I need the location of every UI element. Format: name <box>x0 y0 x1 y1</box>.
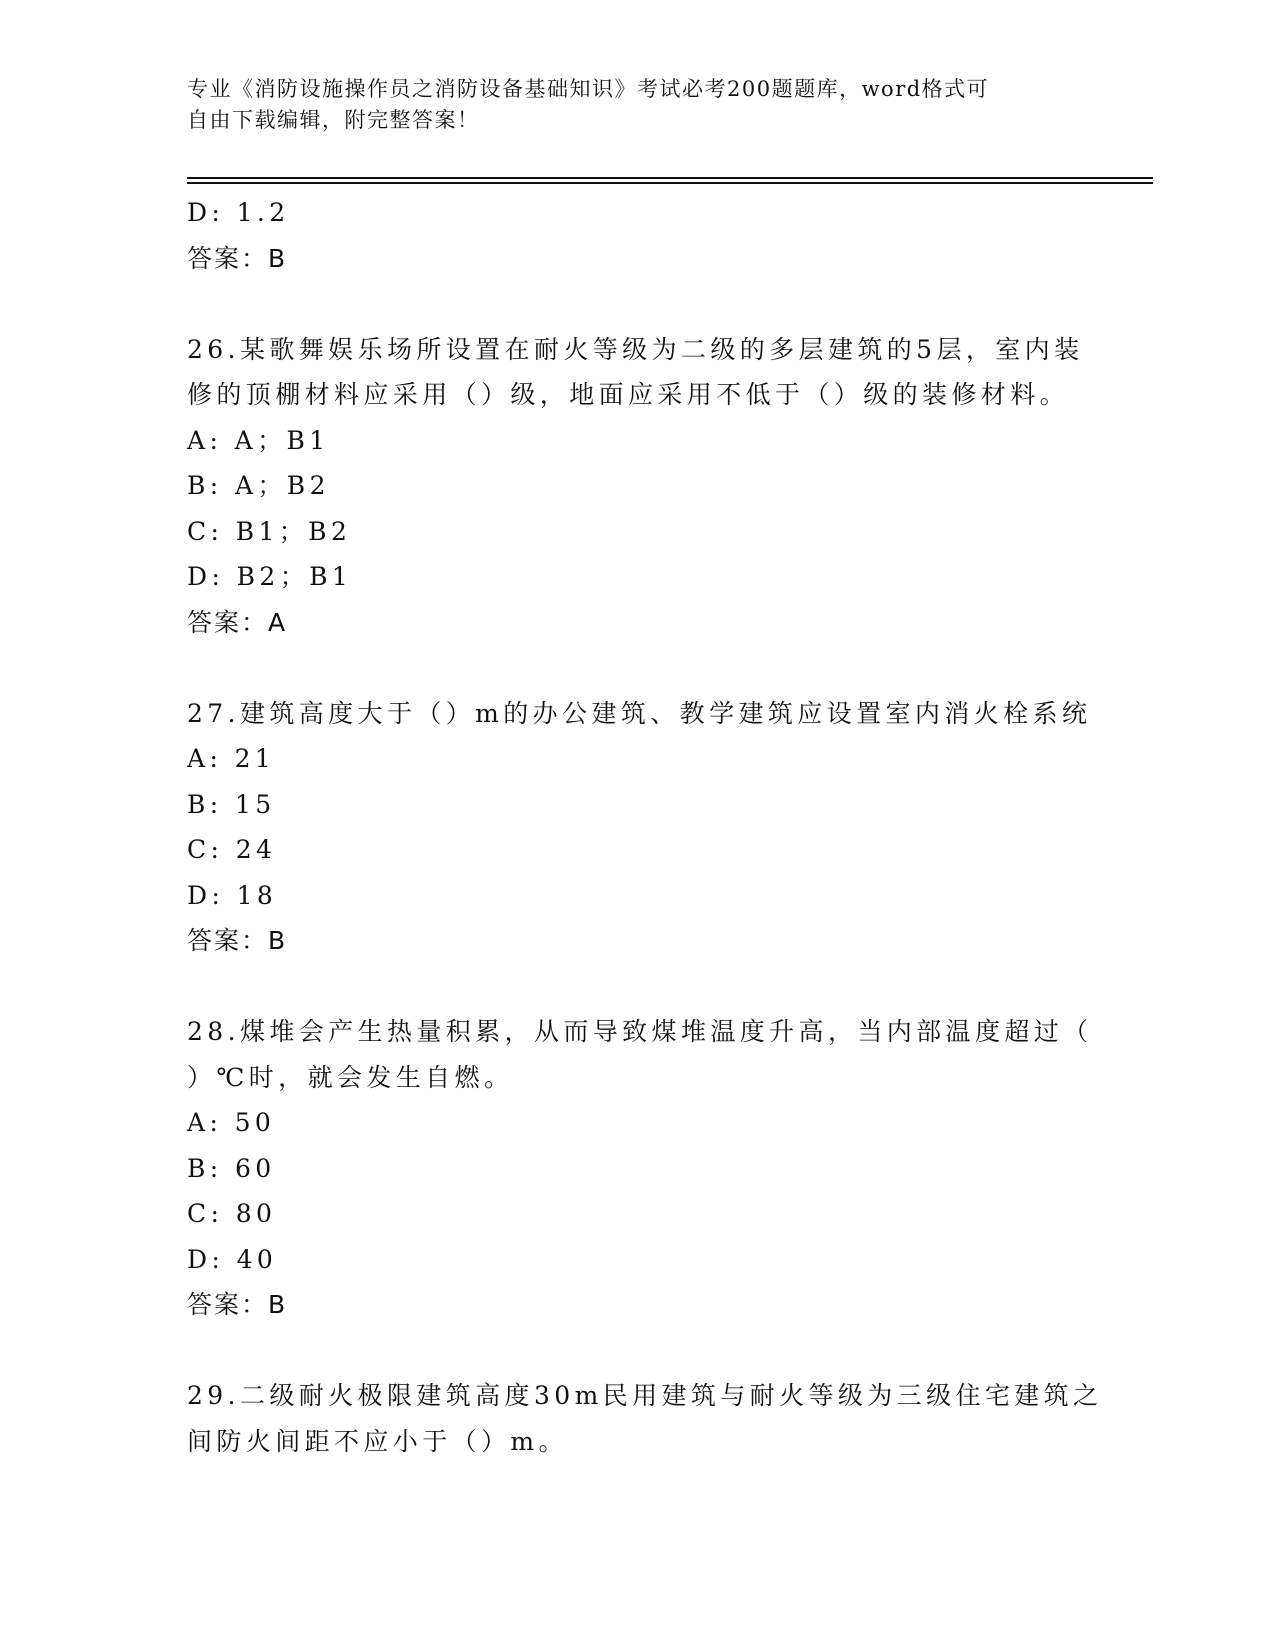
option-b: B: 15 <box>187 789 276 819</box>
question-line: 28.煤堆会产生热量积累，从而导致煤堆温度升高，当内部温度超过（ <box>187 1017 1093 1046</box>
document-body <box>187 190 1103 1464</box>
header-divider-bottom <box>187 182 1153 184</box>
question-text <box>187 691 1092 737</box>
question-line: 间防火间距不应小于（）m。 <box>187 1426 568 1456</box>
spacer <box>187 1328 1067 1374</box>
header-line-2: 自由下载编辑，附完整答案！ <box>187 108 480 132</box>
question-text <box>187 327 1084 418</box>
option-a: A: 21 <box>187 744 276 773</box>
question-text <box>187 1373 1103 1464</box>
question-block <box>187 691 1092 964</box>
spacer <box>187 281 1067 327</box>
header-divider-top <box>187 177 1153 179</box>
answer-line: 答案：B <box>187 926 288 955</box>
answer-line: 答案：B <box>187 1290 288 1319</box>
question-line: ）℃时，就会发生自燃。 <box>187 1062 514 1092</box>
option-a: A: A；B1 <box>187 425 330 455</box>
option-c: C: B1；B2 <box>187 516 352 546</box>
option-c: C: 80 <box>187 1199 277 1228</box>
option-c: C: 24 <box>187 835 277 864</box>
question-line: 27.建筑高度大于（）m的办公建筑、教学建筑应设置室内消火栓系统 <box>187 698 1092 728</box>
option-d: D: 18 <box>187 880 278 910</box>
header-line-1: 专业《消防设施操作员之消防设备基础知识》考试必考200题题库，word格式可 <box>187 77 990 101</box>
question-block <box>187 327 1084 646</box>
option-b: B: 60 <box>187 1153 276 1183</box>
spacer <box>187 964 1067 1010</box>
question-block <box>187 1009 1093 1328</box>
option-a: A: 50 <box>187 1108 276 1137</box>
option-d: D: 1.2 <box>187 198 290 227</box>
answer-line: 答案：A <box>187 607 288 637</box>
page-header <box>187 74 1087 136</box>
question-block <box>187 1373 1103 1464</box>
question-line: 26.某歌舞娱乐场所设置在耐火等级为二级的多层建筑的5层，室内装 <box>187 334 1084 364</box>
option-d: D: 40 <box>187 1244 278 1274</box>
question-text <box>187 1009 1093 1100</box>
answer-line: 答案：B <box>187 243 288 273</box>
question-line: 29.二级耐火极限建筑高度30m民用建筑与耐火等级为三级住宅建筑之 <box>187 1381 1103 1410</box>
question-line: 修的顶棚材料应采用（）级，地面应采用不低于（）级的装修材料。 <box>187 380 1070 409</box>
option-b: B: A；B2 <box>187 471 330 500</box>
option-d: D: B2；B1 <box>187 562 353 591</box>
spacer <box>187 645 1067 691</box>
